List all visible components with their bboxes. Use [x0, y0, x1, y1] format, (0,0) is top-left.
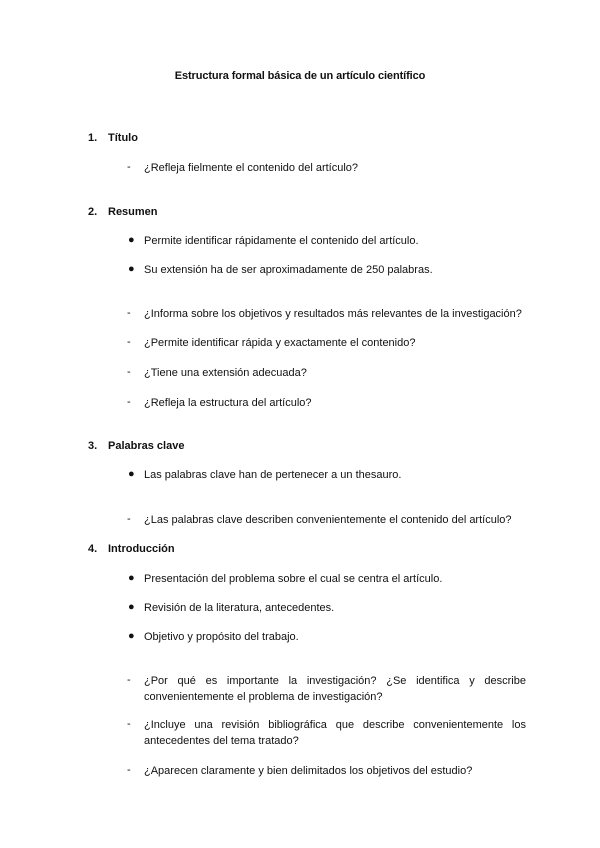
- question-item: ¿Incluye una revisión bibliográfica que describe convenientemente los antecedentes del tema tratado?: [144, 719, 526, 747]
- bullet-dot: ●: [128, 630, 135, 642]
- bullet-dot: ●: [128, 263, 135, 275]
- question-item: ¿Por qué es importante la investigación? ¿Se identifica y describe convenientemente el problema de investigación?: [144, 675, 526, 703]
- dash-marker: -: [127, 161, 131, 173]
- dash-marker: -: [127, 396, 131, 408]
- dash-marker: -: [127, 718, 131, 730]
- dash-marker: -: [127, 307, 131, 319]
- bullet-dot: ●: [128, 601, 135, 613]
- dash-marker: -: [127, 513, 131, 525]
- bullet-item: Presentación del problema sobre el cual se centra el artículo.: [144, 573, 443, 585]
- dash-marker: -: [127, 764, 131, 776]
- section-title: Palabras clave: [108, 440, 185, 452]
- bullet-dot: ●: [128, 572, 135, 584]
- bullet-item: Las palabras clave han de pertenecer a un thesauro.: [144, 469, 402, 481]
- question-item: ¿Permite identificar rápida y exactamente el contenido?: [144, 337, 416, 349]
- bullet-item: Su extensión ha de ser aproximadamente de 250 palabras.: [144, 264, 433, 276]
- bullet-item: Permite identificar rápidamente el contenido del artículo.: [144, 235, 419, 247]
- bullet-dot: ●: [128, 468, 135, 480]
- question-item: ¿Refleja la estructura del artículo?: [144, 397, 312, 409]
- section-heading-resumen: [88, 206, 158, 218]
- section-heading-titulo: [88, 132, 138, 144]
- question-item: ¿Las palabras clave describen convenientemente el contenido del artículo?: [144, 514, 512, 526]
- section-number: 1.: [88, 132, 98, 144]
- section-heading-palabras-clave: [88, 440, 184, 452]
- section-title: Resumen: [108, 206, 158, 218]
- section-title: Título: [108, 132, 138, 144]
- question-item: ¿Informa sobre los objetivos y resultados más relevantes de la investigación?: [144, 308, 522, 320]
- section-number: 4.: [88, 543, 98, 555]
- document-title: Estructura formal básica de un artículo científico: [174, 70, 426, 82]
- bullet-item: Objetivo y propósito del trabajo.: [144, 631, 299, 643]
- bullet-item: Revisión de la literatura, antecedentes.: [144, 602, 335, 614]
- section-number: 2.: [88, 206, 98, 218]
- question-item: ¿Refleja fielmente el contenido del artículo?: [144, 162, 359, 174]
- question-item: ¿Tiene una extensión adecuada?: [144, 367, 307, 379]
- dash-marker: -: [127, 366, 131, 378]
- dash-marker: -: [127, 674, 131, 686]
- bullet-dot: ●: [128, 234, 135, 246]
- question-item: ¿Aparecen claramente y bien delimitados los objetivos del estudio?: [144, 765, 473, 777]
- section-heading-introduccion: [88, 543, 175, 555]
- dash-marker: -: [127, 336, 131, 348]
- section-number: 3.: [88, 440, 98, 452]
- section-title: Introducción: [108, 543, 175, 555]
